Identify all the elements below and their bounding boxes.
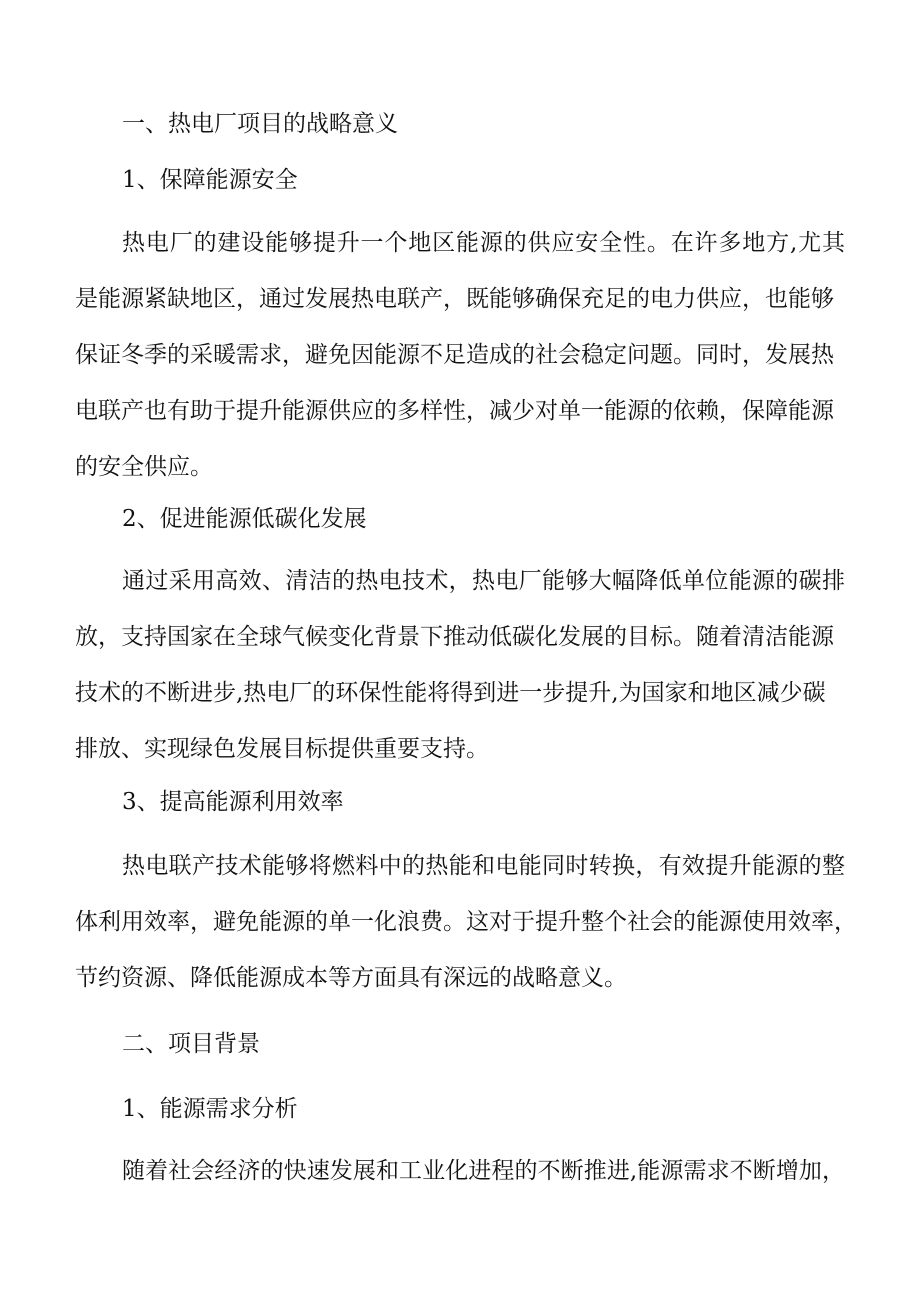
section-heading: 一、热电厂项目的战略意义 [122, 111, 398, 137]
paragraph-line: 体利用效率，避免能源的单一化浪费。这对于提升整个社会的能源使用效率， [75, 909, 857, 935]
subsection-heading: 1、保障能源安全 [122, 167, 298, 193]
paragraph-line: 节约资源、降低能源成本等方面具有深远的战略意义。 [75, 965, 627, 991]
paragraph-line: 的安全供应。 [75, 454, 213, 480]
paragraph-line: 排放、实现绿色发展目标提供重要支持。 [75, 736, 489, 762]
subsection-heading: 2、促进能源低碳化发展 [122, 506, 367, 532]
paragraph-line: 电联产也有助于提升能源供应的多样性，减少对单一能源的依赖，保障能源 [75, 398, 834, 424]
paragraph-line: 随着社会经济的快速发展和工业化进程的不断推进,能源需求不断增加， [122, 1158, 845, 1184]
paragraph-line: 热电联产技术能够将燃料中的热能和电能同时转换，有效提升能源的整 [122, 853, 845, 879]
subsection-heading: 3、提高能源利用效率 [122, 789, 344, 815]
paragraph-line: 热电厂的建设能够提升一个地区能源的供应安全性。在许多地方,尤其 [122, 230, 845, 256]
paragraph-line: 是能源紧缺地区，通过发展热电联产，既能够确保充足的电力供应，也能够 [75, 286, 834, 312]
paragraph-line: 放，支持国家在全球气候变化背景下推动低碳化发展的目标。随着清洁能源 [75, 624, 834, 650]
paragraph-line: 技术的不断进步,热电厂的环保性能将得到进一步提升,为国家和地区减少碳 [75, 680, 826, 706]
paragraph-line: 保证冬季的采暖需求，避免因能源不足造成的社会稳定问题。同时，发展热 [75, 342, 834, 368]
paragraph-line: 通过采用高效、清洁的热电技术，热电厂能够大幅降低单位能源的碳排 [122, 568, 845, 594]
subsection-heading: 1、能源需求分析 [122, 1096, 298, 1122]
section-heading: 二、项目背景 [122, 1031, 260, 1057]
